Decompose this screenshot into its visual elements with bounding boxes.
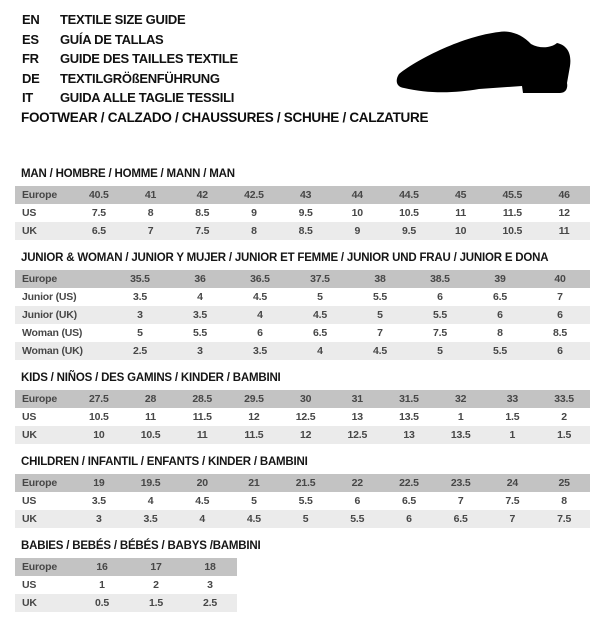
size-table-section-babies	[15, 540, 590, 612]
size-cell: 32	[455, 393, 467, 405]
size-cell: 7.5	[505, 495, 520, 507]
size-cell: 4.5	[253, 291, 267, 303]
size-cell: 45.5	[502, 189, 523, 201]
size-cell: 36.5	[250, 273, 270, 285]
size-cell: 7	[509, 513, 516, 525]
table-row	[15, 426, 590, 444]
size-cell: 31.5	[399, 393, 419, 405]
size-cell: 4.5	[313, 309, 327, 321]
size-cell: 8.5	[195, 207, 210, 219]
size-cell: 25	[558, 477, 570, 489]
table-row	[15, 510, 590, 528]
size-cell: 3	[197, 345, 203, 357]
table-title-kids: KIDS / NIÑOS / DES GAMINS / KINDER / BAMBINI	[21, 372, 281, 384]
size-cell: 4.5	[195, 495, 210, 507]
size-cell: 1.5	[505, 411, 520, 423]
size-cell: 2	[561, 411, 567, 423]
table-row	[15, 390, 590, 408]
size-cell: 4	[147, 495, 154, 507]
size-cell: 11.5	[192, 411, 212, 423]
row-label: US	[22, 411, 37, 423]
size-cell: 10.5	[89, 411, 109, 423]
row-label: US	[22, 579, 37, 591]
size-table-section-kids	[15, 372, 590, 444]
size-cell: 7	[147, 225, 154, 237]
size-cell: 41	[144, 189, 157, 201]
size-cell: 6	[257, 327, 263, 339]
size-cell: 16	[96, 561, 108, 573]
size-cell: 38	[374, 273, 386, 285]
size-table-man	[15, 186, 590, 240]
size-cell: 8.5	[298, 225, 313, 237]
row-label: UK	[22, 225, 37, 237]
size-cell: 3.5	[91, 495, 106, 507]
table-title-junior-woman: JUNIOR & WOMAN / JUNIOR Y MUJER / JUNIOR ET FEMME / JUNIOR UND FRAU / JUNIOR E DONA	[21, 252, 549, 264]
row-label: US	[22, 207, 37, 219]
size-cell: 11	[145, 411, 156, 423]
size-cell: 5.5	[350, 513, 365, 525]
size-cell: 9.5	[401, 225, 416, 237]
size-cell: 28.5	[192, 393, 213, 405]
size-cell: 5	[137, 327, 143, 339]
size-cell: 18	[204, 561, 216, 573]
table-row	[15, 324, 590, 342]
language-code: ES	[22, 31, 39, 47]
size-cell: 4	[197, 291, 203, 303]
row-label: Europe	[22, 561, 57, 573]
size-table-section-junior-woman	[15, 252, 590, 360]
size-cell: 5	[377, 309, 383, 321]
size-table-babies	[15, 558, 237, 612]
language-code: DE	[22, 70, 40, 86]
size-cell: 2.5	[133, 345, 147, 357]
size-cell: 28	[144, 393, 157, 405]
size-cell: 13.5	[450, 429, 471, 441]
size-table-section-man	[15, 168, 590, 240]
language-row-it	[22, 88, 238, 108]
size-cell: 22.5	[399, 477, 419, 489]
dress-shoe-icon	[393, 16, 585, 108]
table-row	[15, 474, 590, 492]
size-cell: 33	[506, 393, 518, 405]
row-label: Junior (US)	[22, 291, 77, 303]
size-cell: 1	[457, 411, 464, 423]
size-cell: 8	[561, 495, 567, 507]
size-cell: 29.5	[244, 393, 264, 405]
size-cell: 17	[150, 561, 162, 573]
size-cell: 43	[299, 189, 312, 201]
size-cell: 5.5	[493, 345, 507, 357]
size-cell: 11	[196, 429, 208, 441]
size-cell: 7	[557, 291, 563, 303]
size-cell: 10	[93, 429, 105, 441]
size-cell: 5.5	[298, 495, 313, 507]
size-cell: 21	[248, 477, 260, 489]
category-heading: FOOTWEAR / CALZADO / CHAUSSURES / SCHUHE / CALZATURE	[21, 110, 429, 125]
size-cell: 1	[509, 429, 516, 441]
size-cell: 2	[153, 579, 159, 591]
size-cell: 7.5	[91, 207, 106, 219]
size-cell: 11	[558, 225, 570, 237]
size-cell: 6	[557, 345, 563, 357]
size-cell: 1.5	[557, 429, 572, 441]
size-cell: 12.5	[347, 429, 368, 441]
size-cell: 35.5	[130, 273, 150, 285]
size-cell: 5	[317, 291, 323, 303]
row-label: Woman (US)	[22, 327, 83, 339]
size-cell: 3.5	[253, 345, 267, 357]
size-cell: 13	[403, 429, 415, 441]
language-code: EN	[22, 12, 40, 28]
size-cell: 40.5	[89, 189, 109, 201]
size-cell: 4.5	[246, 513, 261, 525]
size-cell: 3.5	[193, 309, 207, 321]
size-cell: 10.5	[140, 429, 161, 441]
size-cell: 7	[377, 327, 383, 339]
size-cell: 2.5	[203, 597, 217, 609]
language-title: TEXTILE SIZE GUIDE	[60, 12, 186, 28]
size-cell: 39	[494, 273, 506, 285]
size-cell: 44.5	[399, 189, 419, 201]
size-cell: 13	[351, 411, 363, 423]
table-row	[15, 342, 590, 360]
language-title: TEXTILGRÖßENFÜHRUNG	[60, 70, 220, 86]
table-row	[15, 270, 590, 288]
table-row	[15, 576, 237, 594]
size-cell: 21.5	[295, 477, 316, 489]
size-cell: 31	[351, 393, 363, 405]
size-cell: 0.5	[95, 597, 109, 609]
table-title-man: MAN / HOMBRE / HOMME / MANN / MAN	[21, 168, 235, 180]
size-table-section-children	[15, 456, 590, 528]
size-cell: 42	[196, 189, 208, 201]
row-label: UK	[22, 429, 37, 441]
size-cell: 4	[317, 345, 323, 357]
size-cell: 12	[299, 429, 312, 441]
language-title: GUIDE DES TAILLES TEXTILE	[60, 51, 238, 67]
table-row	[15, 288, 590, 306]
table-row	[15, 558, 237, 576]
table-row	[15, 186, 590, 204]
size-cell: 9.5	[298, 207, 313, 219]
size-cell: 6	[354, 495, 361, 507]
row-label: UK	[22, 597, 37, 609]
size-cell: 7.5	[195, 225, 210, 237]
table-title-children: CHILDREN / INFANTIL / ENFANTS / KINDER / BAMBINI	[21, 456, 308, 468]
size-cell: 4.5	[373, 345, 387, 357]
size-cell: 6.5	[313, 327, 327, 339]
row-label: Europe	[22, 189, 57, 201]
size-cell: 13.5	[399, 411, 419, 423]
size-cell: 19.5	[140, 477, 161, 489]
size-cell: 12.5	[295, 411, 316, 423]
size-cell: 5	[251, 495, 257, 507]
size-cell: 8	[147, 207, 154, 219]
size-cell: 40	[554, 273, 566, 285]
size-cell: 3.5	[143, 513, 158, 525]
language-row-es	[22, 30, 238, 50]
size-cell: 27.5	[89, 393, 109, 405]
size-cell: 19	[93, 477, 105, 489]
size-cell: 42.5	[244, 189, 264, 201]
size-cell: 11.5	[244, 429, 264, 441]
size-cell: 3	[137, 309, 143, 321]
size-cell: 24	[506, 477, 518, 489]
size-cell: 37.5	[310, 273, 330, 285]
table-row	[15, 408, 590, 426]
size-cell: 1.5	[149, 597, 163, 609]
size-cell: 10.5	[399, 207, 419, 219]
language-title: GUIDA ALLE TAGLIE TESSILI	[60, 90, 235, 106]
size-cell: 9	[354, 225, 361, 237]
size-table-kids	[15, 390, 590, 444]
language-row-en	[22, 10, 238, 30]
table-row	[15, 594, 237, 612]
size-cell: 10	[455, 225, 467, 237]
size-cell: 22	[351, 477, 363, 489]
size-cell: 6	[497, 309, 503, 321]
table-row	[15, 222, 590, 240]
size-cell: 12	[558, 207, 570, 219]
table-row	[15, 492, 590, 510]
size-cell: 6.5	[493, 291, 507, 303]
size-cell: 23.5	[450, 477, 471, 489]
row-label: Junior (UK)	[22, 309, 77, 321]
size-cell: 10	[351, 207, 363, 219]
size-tables	[15, 168, 590, 624]
size-cell: 10.5	[502, 225, 523, 237]
size-cell: 3	[96, 513, 102, 525]
language-row-de	[22, 69, 238, 89]
size-cell: 8	[251, 225, 257, 237]
row-label: Europe	[22, 273, 57, 285]
size-cell: 6.5	[453, 513, 468, 525]
language-code: IT	[22, 90, 33, 106]
size-cell: 6	[437, 291, 443, 303]
size-cell: 38.5	[430, 273, 450, 285]
row-label: UK	[22, 513, 37, 525]
size-cell: 6.5	[91, 225, 106, 237]
size-cell: 5.5	[193, 327, 207, 339]
language-title: GUÍA DE TALLAS	[60, 31, 164, 47]
size-cell: 11.5	[502, 207, 522, 219]
language-title-list	[22, 10, 238, 108]
size-cell: 1	[99, 579, 105, 591]
table-row	[15, 306, 590, 324]
size-cell: 4	[199, 513, 206, 525]
size-cell: 3.5	[133, 291, 147, 303]
size-cell: 6.5	[401, 495, 416, 507]
size-cell: 6	[406, 513, 412, 525]
size-cell: 5	[437, 345, 443, 357]
row-label: Europe	[22, 393, 57, 405]
size-cell: 3	[207, 579, 213, 591]
size-cell: 20	[196, 477, 208, 489]
language-row-fr	[22, 49, 238, 69]
table-title-babies: BABIES / BEBÉS / BÉBÉS / BABYS /BAMBINI	[21, 540, 261, 552]
size-cell: 9	[251, 207, 257, 219]
row-label: Europe	[22, 477, 57, 489]
size-cell: 33.5	[554, 393, 574, 405]
size-cell: 5	[302, 513, 309, 525]
size-cell: 5.5	[433, 309, 447, 321]
table-row	[15, 204, 590, 222]
size-cell: 4	[257, 309, 263, 321]
size-cell: 5.5	[373, 291, 387, 303]
size-table-children	[15, 474, 590, 528]
size-cell: 6	[557, 309, 563, 321]
size-cell: 7.5	[557, 513, 572, 525]
size-cell: 11	[455, 207, 466, 219]
size-table-junior-woman	[15, 270, 590, 360]
row-label: US	[22, 495, 37, 507]
size-cell: 30	[299, 393, 312, 405]
size-cell: 8.5	[553, 327, 567, 339]
size-cell: 7.5	[433, 327, 447, 339]
size-cell: 7	[457, 495, 464, 507]
row-label: Woman (UK)	[22, 345, 83, 357]
size-cell: 12	[248, 411, 260, 423]
size-cell: 44	[351, 189, 363, 201]
size-cell: 36	[194, 273, 206, 285]
size-cell: 46	[558, 189, 570, 201]
size-cell: 45	[455, 189, 467, 201]
size-cell: 8	[497, 327, 503, 339]
language-code: FR	[22, 51, 39, 67]
